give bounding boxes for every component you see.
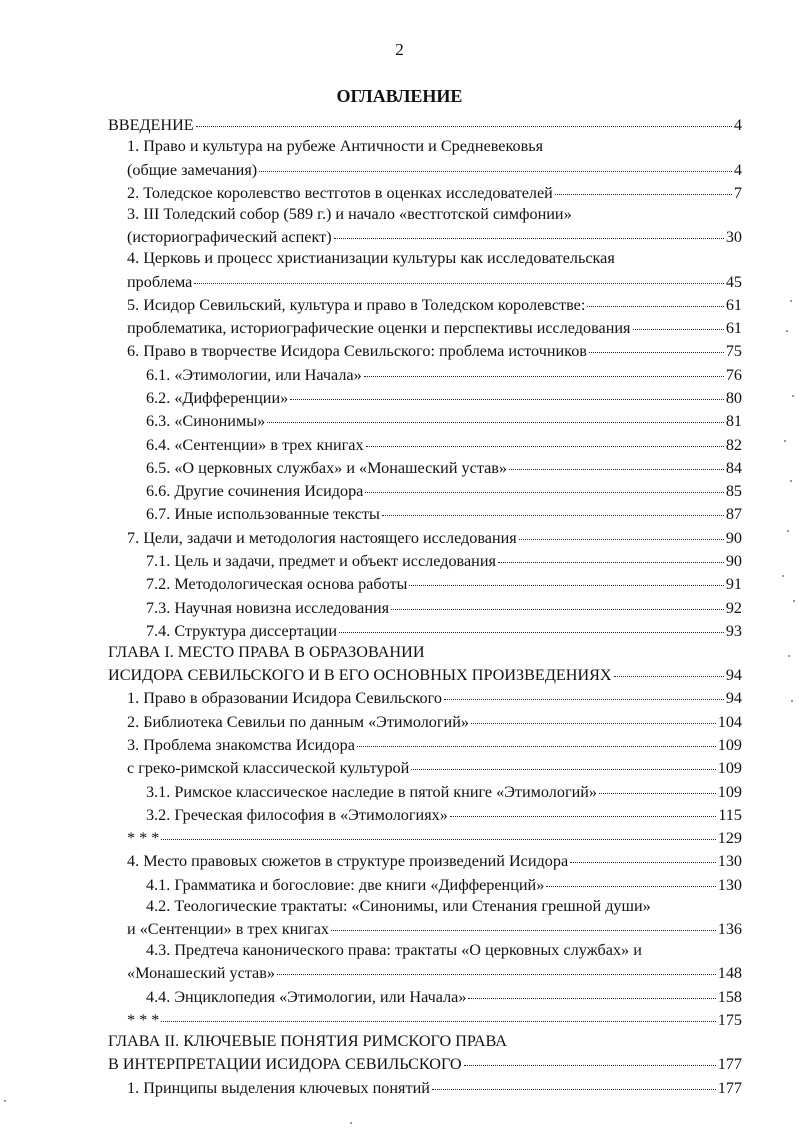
toc-entry-title: проблема — [127, 272, 193, 291]
toc-entry — [108, 386, 742, 409]
toc-entry-page: 177 — [717, 1078, 742, 1097]
toc-entry-title: (общие замечания) — [127, 160, 258, 179]
toc-entry — [108, 1031, 742, 1052]
toc-entry-title: ГЛАВА II. КЛЮЧЕВЫЕ ПОНЯТИЯ РИМСКОГО ПРАВА — [108, 1032, 507, 1051]
toc-entry — [108, 432, 742, 455]
toc-entry — [108, 363, 742, 386]
toc-entry — [108, 663, 742, 686]
toc-entry-page: 76 — [725, 365, 742, 384]
toc-leader-dots — [357, 733, 716, 747]
toc-entry-page: 82 — [725, 435, 742, 454]
toc-leader-dots — [444, 686, 724, 700]
toc-entry-page: 109 — [717, 736, 742, 755]
toc-leader-dots — [498, 549, 724, 563]
toc-entry-page: 109 — [717, 782, 742, 801]
toc-entry — [108, 940, 742, 961]
toc-entry-title: 4.3. Предтеча канонического права: трактаты «О церковных службах» и — [146, 941, 642, 960]
toc-entry — [108, 896, 742, 917]
toc-entry-page: 75 — [725, 342, 742, 361]
toc-leader-dots — [599, 779, 716, 793]
toc-leader-dots — [614, 663, 724, 677]
toc-entry — [108, 339, 742, 362]
toc-entry-page: 175 — [717, 1011, 742, 1030]
toc-entry-page: 92 — [725, 598, 742, 617]
toc-leader-dots — [161, 1008, 715, 1022]
toc-entry-title: 3.2. Греческая философия в «Этимологиях» — [146, 805, 448, 824]
toc-entry-page: 84 — [725, 458, 742, 477]
toc-leader-dots — [331, 917, 716, 931]
toc-leader-dots — [267, 409, 724, 423]
toc-entry — [108, 479, 742, 502]
toc-entry-title: 6.1. «Этимологии, или Начала» — [146, 365, 362, 384]
toc-entry — [108, 269, 742, 292]
table-of-contents — [108, 113, 742, 1099]
toc-entry-title: * * * — [127, 829, 160, 848]
toc-entry — [108, 779, 742, 802]
toc-leader-dots — [450, 803, 716, 817]
toc-leader-dots — [589, 339, 724, 353]
toc-entry-page: 94 — [725, 666, 742, 685]
toc-entry-title: В ИНТЕРПРЕТАЦИИ ИСИДОРА СЕВИЛЬСКОГО — [108, 1055, 462, 1074]
toc-entry — [108, 248, 742, 269]
toc-entry-page: 91 — [725, 575, 742, 594]
toc-entry-page: 61 — [725, 295, 742, 314]
toc-entry-title: 6.5. «О церковных службах» и «Монашеский устав» — [146, 458, 508, 477]
toc-entry-title: 7.3. Научная новизна исследования — [146, 598, 390, 617]
toc-entry — [108, 642, 742, 663]
toc-entry-title: с греко-римской классической культурой — [127, 759, 410, 778]
toc-leader-dots — [587, 293, 724, 307]
toc-entry — [108, 595, 742, 618]
toc-entry-title: 4.2. Теологические трактаты: «Синонимы, или Стенания грешной души» — [146, 896, 651, 915]
toc-leader-dots — [432, 1076, 716, 1090]
toc-entry-page: 85 — [725, 482, 742, 501]
toc-entry-title: 6.3. «Синонимы» — [146, 412, 266, 431]
toc-leader-dots — [468, 985, 715, 999]
toc-entry-page: 80 — [725, 389, 742, 407]
toc-entry — [108, 873, 742, 896]
toc-leader-dots — [196, 113, 732, 127]
toc-leader-dots — [339, 619, 724, 633]
toc-entry — [108, 756, 742, 779]
toc-entry-title: 1. Право и культура на рубеже Античности и Средневековья — [127, 137, 544, 156]
toc-leader-dots — [259, 157, 732, 171]
toc-entry-page: 130 — [717, 852, 742, 871]
toc-leader-dots — [464, 1052, 716, 1066]
toc-entry-title: * * * — [127, 1011, 160, 1030]
toc-leader-dots — [364, 363, 724, 377]
toc-entry-page: 158 — [717, 987, 742, 1006]
toc-leader-dots — [555, 181, 732, 195]
toc-entry — [108, 293, 742, 316]
toc-leader-dots — [366, 432, 724, 446]
toc-entry-title: ИСИДОРА СЕВИЛЬСКОГО И В ЕГО ОСНОВНЫХ ПРОИЗВЕДЕНИЯХ — [108, 666, 612, 685]
toc-entry-page: 30 — [725, 228, 742, 247]
toc-entry-title: 7.4. Структура диссертации — [146, 621, 338, 640]
toc-entry-title: 7.1. Цель и задачи, предмет и объект исследования — [146, 551, 496, 570]
toc-entry-title: (историографический аспект) — [127, 228, 332, 247]
toc-entry-title: 6.4. «Сентенции» в трех книгах — [146, 435, 364, 454]
toc-entry — [108, 803, 742, 826]
toc-entry-page: 130 — [717, 875, 742, 894]
toc-entry — [108, 826, 742, 849]
toc-entry-page: 87 — [725, 505, 742, 524]
toc-entry — [108, 1076, 742, 1099]
toc-entry-page: 93 — [725, 621, 742, 640]
toc-entry — [108, 502, 742, 525]
toc-entry-page: 109 — [717, 759, 742, 778]
toc-entry — [108, 849, 742, 872]
toc-entry-page: 81 — [725, 412, 742, 431]
toc-entry-title: 6.2. «Дифференции» — [146, 389, 289, 407]
toc-entry-title: 1. Принципы выделения ключевых понятий — [127, 1078, 430, 1097]
toc-entry-title: 6.7. Иные использованные тексты — [146, 505, 380, 524]
toc-entry-title: 3. III Толедский собор (589 г.) и начало «вестготской симфонии» — [127, 204, 572, 223]
toc-entry-title: ГЛАВА I. МЕСТО ПРАВА В ОБРАЗОВАНИИ — [108, 642, 425, 661]
toc-entry — [108, 733, 742, 756]
toc-entry — [108, 456, 742, 479]
toc-entry-title: 3. Проблема знакомства Исидора — [127, 736, 355, 755]
toc-leader-dots — [519, 526, 724, 540]
toc-entry-title: проблематика, историографические оценки и перспективы исследования — [127, 319, 631, 338]
toc-entry — [108, 619, 742, 642]
toc-entry-page: 136 — [717, 920, 742, 939]
toc-entry-page: 90 — [725, 551, 742, 570]
toc-entry-title: 2. Библиотека Севильи по данным «Этимологий» — [127, 712, 469, 731]
toc-leader-dots — [471, 710, 716, 724]
toc-entry — [108, 686, 742, 709]
toc-entry-title: ВВЕДЕНИЕ — [108, 116, 194, 135]
toc-entry — [108, 113, 742, 136]
toc-entry — [108, 917, 742, 940]
toc-entry — [108, 225, 742, 248]
toc-entry — [108, 572, 742, 595]
toc-entry-title: 7. Цели, задачи и методология настоящего исследования — [127, 528, 517, 547]
toc-entry — [108, 710, 742, 733]
toc-entry-title: 4.4. Энциклопедия «Этимологии, или Начала» — [146, 987, 467, 1006]
toc-entry — [108, 549, 742, 572]
toc-title: ОГЛАВЛЕНИЕ — [336, 86, 463, 106]
toc-entry-page: 61 — [725, 319, 742, 338]
toc-entry-page: 115 — [718, 805, 742, 824]
toc-entry — [108, 526, 742, 549]
toc-leader-dots — [194, 269, 724, 283]
toc-entry — [108, 1052, 742, 1075]
toc-entry — [108, 204, 742, 225]
toc-entry-page: 94 — [725, 689, 742, 708]
toc-entry-title: 4. Место правовых сюжетов в структуре произведений Исидора — [127, 852, 569, 871]
toc-entry-title: 3.1. Римское классическое наследие в пятой книге «Этимологий» — [146, 782, 598, 801]
toc-leader-dots — [633, 316, 724, 330]
toc-entry-page: 45 — [725, 272, 742, 291]
toc-entry-title: 5. Исидор Севильский, культура и право в Толедском королевстве: — [127, 295, 586, 314]
toc-leader-dots — [365, 479, 723, 493]
toc-leader-dots — [409, 572, 723, 586]
toc-leader-dots — [391, 595, 724, 609]
toc-leader-dots — [570, 849, 716, 863]
toc-leader-dots — [382, 502, 724, 516]
toc-entry-page: 129 — [717, 829, 742, 848]
toc-leader-dots — [509, 456, 724, 470]
toc-leader-dots — [334, 225, 724, 239]
toc-entry-title: 7.2. Методологическая основа работы — [146, 575, 408, 594]
toc-leader-dots — [411, 756, 715, 770]
toc-entry — [108, 1008, 742, 1031]
toc-entry — [108, 985, 742, 1008]
toc-entry-title: 4.1. Грамматика и богословие: две книги «Дифференций» — [146, 875, 545, 894]
toc-entry — [108, 181, 742, 204]
toc-leader-dots — [290, 386, 724, 400]
toc-entry-title: «Монашеский устав» — [127, 964, 275, 983]
toc-entry-page: 90 — [725, 528, 742, 547]
toc-entry-title: 1. Право в образовании Исидора Севильского — [127, 689, 442, 708]
toc-entry — [108, 157, 742, 180]
toc-entry-page: 148 — [717, 964, 742, 983]
toc-leader-dots — [161, 826, 715, 840]
toc-leader-dots — [546, 873, 715, 887]
toc-entry-title: 2. Толедское королевство вестготов в оценках исследователей — [127, 183, 553, 202]
toc-entry-title: 6. Право в творчестве Исидора Севильского: проблема источников — [127, 342, 587, 361]
toc-entry-page: 7 — [733, 183, 742, 202]
toc-entry — [108, 316, 742, 339]
page-number: 2 — [395, 40, 404, 59]
toc-entry-title: 6.6. Другие сочинения Исидора — [146, 482, 364, 501]
toc-leader-dots — [277, 961, 716, 975]
toc-entry-page: 104 — [717, 712, 742, 731]
toc-entry-page: 4 — [733, 116, 742, 135]
toc-entry-page: 177 — [717, 1055, 742, 1074]
toc-entry-title: и «Сентенции» в трех книгах — [127, 920, 329, 939]
toc-entry — [108, 409, 742, 432]
toc-entry-page: 4 — [733, 160, 742, 179]
toc-entry-title: 4. Церковь и процесс христианизации культуры как исследовательская — [127, 249, 615, 268]
toc-entry — [108, 961, 742, 984]
toc-entry — [108, 136, 742, 157]
